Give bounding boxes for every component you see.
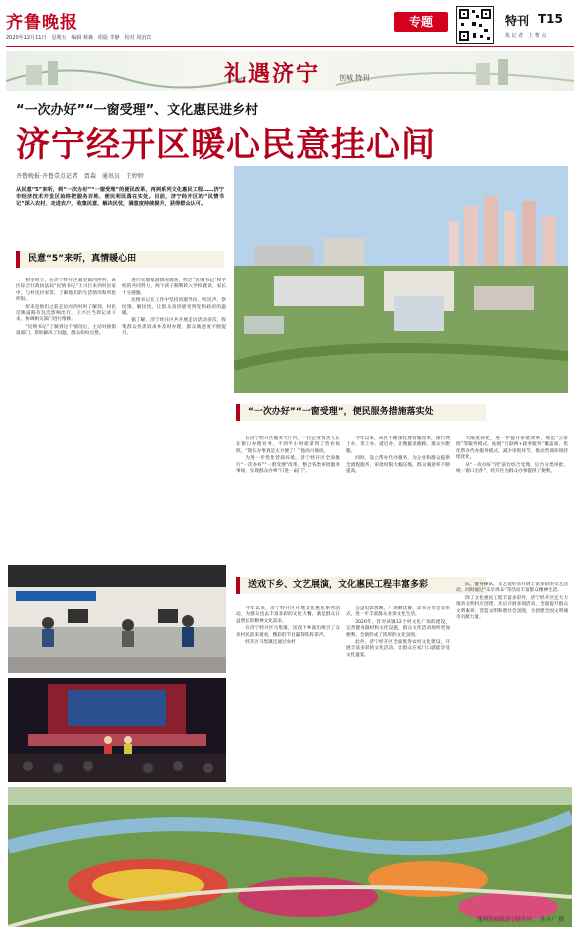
- body-column-5: [456, 436, 568, 568]
- paragraph: 除了文化惠民工程丰富多彩外，济宁经开区还大力推动文明村庄创建，先后开展多项活动，全面提升群众文明素养，营造文明和谐社会氛围，为创建全国文明城市贡献力量。: [456, 595, 568, 621]
- article-headline: 济宁经开区暖心民意挂心间: [16, 125, 436, 165]
- body-column-1: [16, 278, 116, 564]
- city-aerial-photo: [234, 166, 568, 393]
- paragraph: 2020年，针对该镇12个村文化广场的建设，完善健身器材和文化设施，群众文化活动场所更加便利，全镇形成了浓厚的文化氛围。: [346, 619, 450, 638]
- date-line: 2020年12月11日 星期五 编辑 蔡森 组版 李静 校对 周治宾: [6, 35, 152, 41]
- paragraph: 大限度简化，进一步提升审批效率，规范“云审批”等服务模式，拓展“互联网+政务服务”覆盖面，优化帮办代办服务模式，减少审批环节，推动营商环境持续优化。: [456, 436, 568, 461]
- paragraph: 进行实地家庭情况调查，经过“民情书记”和学校的共同努力，两个孩子顺利转入学校就读，家长十分感激。: [122, 278, 226, 296]
- paragraph: 民情书记在工作中坚持问题导向，听民声、察民情、解民忧，让群众真切感受到党和政府的温暖。: [122, 298, 226, 317]
- paragraph: 从“一次办好”到“前台综合受理、后台分类审批、统一窗口出件”，经开区为群众办事提供了便利。: [456, 462, 568, 475]
- photo-caption: 蓬勃发展的济宁经开区。 孙本广 摄: [477, 917, 564, 923]
- park-panorama-photo: [8, 787, 572, 927]
- paragraph: 原来是他们之前走访丙西村时了解到，村民反映道路有坑洼影响出行，王兴巨当即记录下来，协调相关部门进行维修。: [16, 304, 116, 323]
- paragraph: 今年以来，济宁经开区开展文化惠民系列活动，为群众送去丰富多彩的文化大餐，满足群众日益增长的精神文化需求。: [236, 606, 340, 624]
- page-number: T15: [538, 12, 563, 26]
- paragraph: 此外，济宁经开区全面推进农村文化建设，开展丰富多彩的文化活动，让群众在家门口就能享受文化盛宴。: [346, 640, 450, 658]
- service-hall-photo: [8, 565, 226, 673]
- section-title-3: 送戏下乡、文艺展演，文化惠民工程丰富多彩: [236, 577, 486, 594]
- qr-code-icon: [456, 6, 494, 44]
- body-column-8: [456, 582, 568, 786]
- body-column-7: [346, 606, 450, 786]
- body-column-3: [236, 436, 340, 568]
- stage-performance-photo: [8, 678, 226, 782]
- body-column-4: [346, 436, 450, 568]
- body-column-2: [122, 278, 226, 564]
- section-title-2: “一次办好”“一窗受理”，便民服务措施落实处: [236, 404, 486, 421]
- paragraph: 据了解，济宁经开区共开展走访活动多次，收集群众各类诉求并及时办理，群众满意度不断提升。: [122, 318, 226, 337]
- banner-subtitle: 创城 特刊: [339, 74, 370, 82]
- paragraph: 在济宁经开区服务大厅内，一位企业负责人正在窗口办理业务，不到半小时就拿到了营业执照。“现在办事真是太方便了！”他高兴地说。: [236, 436, 340, 454]
- article-lead: 从民意“5”来听，到“一次办好”“一窗受理”的便民改革，再到系列文化惠民工程……济宁市经济技术开发区始终把服务百姓、便民利民落在实处。目前，济宁经开区的“民情书记”深入农村，走进农户，收集民意，解决民忧，满意度持续提升，获得群众认可。: [16, 187, 224, 208]
- section-title-1: 民意“5”来听，真情暖心田: [16, 251, 224, 268]
- masthead-rule: [6, 46, 574, 47]
- paragraph: 今年以来，该区不断深化放管服改革，推行网上办、掌上办、就近办，让数据多跑路、群众少跑腿。: [346, 436, 450, 454]
- article-subhead: “一次办好”“一窗受理”、文化惠民进乡村: [16, 103, 259, 118]
- paragraph: 初冬时节，在济宁经开区嘉里镇丙西村，该区综合行政执法局“民情书记”王兴巨来到村民家中，与村民拉家常，了解他们的生活情况和所思所盼。: [16, 278, 116, 303]
- article-byline: 齐鲁晚报·齐鲁壹点记者 贾森 通讯员 王婷婷: [16, 173, 144, 180]
- paragraph: 同时，设立帮办代办服务，为企业和群众提供全流程服务，审批时限大幅压缩，群众满意率不断提高。: [346, 456, 450, 475]
- paragraph: 经开区马集镇还通过农村: [245, 640, 296, 646]
- editors-line: 执 记 者 上 曹 点: [505, 33, 547, 39]
- newspaper-logo: 齐鲁晚报: [6, 13, 78, 33]
- zhuanti-badge: 专题: [394, 12, 448, 32]
- feature-banner: [6, 51, 574, 91]
- paragraph: 队、健身操队、文艺爱好者开展丰富多彩的文艺活动，同时通过“乐享周末”等活动丰富群众精神生活。: [456, 582, 568, 594]
- paragraph: 在济宁经开区马集镇，送戏下乡演出吸引了众多村民前来观看，精彩的节目赢得阵阵掌声。: [236, 626, 340, 638]
- section-label: 特刊: [505, 14, 530, 28]
- masthead: [0, 0, 580, 48]
- paragraph: 为进一步优化营商环境，济宁经开区全面推行“一次办好”“一窗受理”改革，整合各类审批服务事项，实现群众办事“只进一扇门”。: [236, 456, 340, 475]
- banner-title: 礼遇济宁: [224, 61, 321, 87]
- paragraph: “民情书记”了解到这个情况后，主动对接街道部门，帮助解决了问题，群众纷纷点赞。: [16, 324, 116, 337]
- paragraph: 公益电影放映、广场舞比赛、读书分享会等形式，进一步丰富群众业余文化生活。: [346, 606, 450, 618]
- body-column-6: [236, 606, 340, 786]
